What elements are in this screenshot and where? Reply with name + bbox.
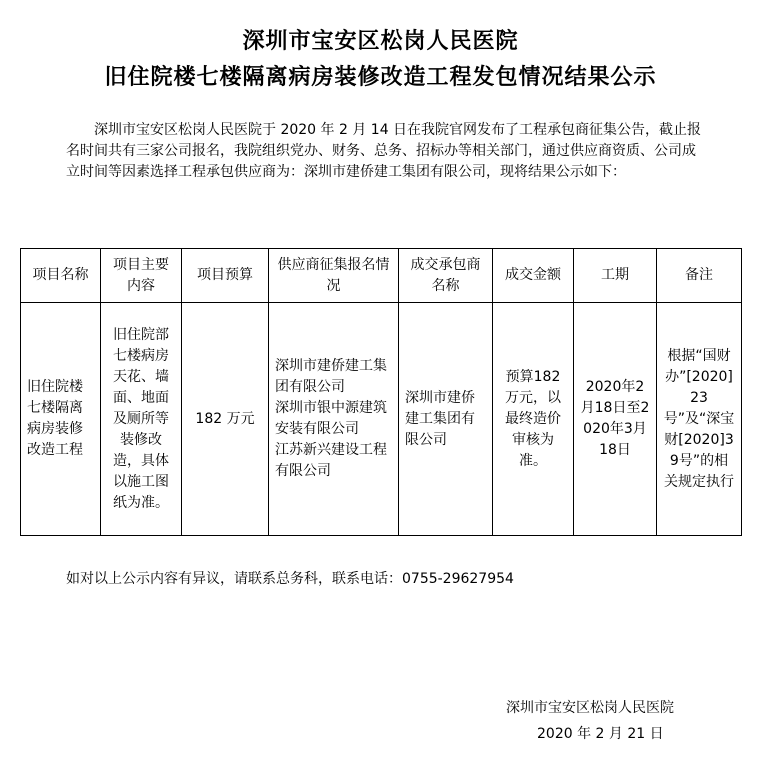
table-header-row bbox=[21, 249, 742, 303]
signature-organization: 深圳市宝安区松岗人民医院 bbox=[506, 700, 674, 716]
bidder-name: 深圳市银中源建筑安装有限公司 bbox=[275, 400, 387, 437]
header-remark: 备注 bbox=[657, 249, 742, 303]
cell-budget: 182 万元 bbox=[182, 303, 269, 536]
cell-project-name: 旧住院楼七楼隔离病房装修改造工程 bbox=[21, 303, 101, 536]
table-row bbox=[21, 303, 742, 536]
header-winner: 成交承包商名称 bbox=[399, 249, 493, 303]
cell-winner: 深圳市建侨建工集团有限公司 bbox=[399, 303, 493, 536]
cell-remark: 根据“国财办”[2020]23号”及“深宝财[2020]39号”的相关规定执行 bbox=[657, 303, 742, 536]
document-subtitle: 旧住院楼七楼隔离病房装修改造工程发包情况结果公示 bbox=[104, 65, 657, 90]
bidder-name: 江苏新兴建设工程有限公司 bbox=[275, 442, 387, 479]
document-title: 深圳市宝安区松岗人民医院 bbox=[242, 29, 519, 54]
header-amount: 成交金额 bbox=[493, 249, 574, 303]
header-period: 工期 bbox=[574, 249, 657, 303]
cell-period: 2020年2月18日至2020年3月18日 bbox=[574, 303, 657, 536]
intro-paragraph: 深圳市宝安区松岗人民医院于 2020 年 2 月 14 日在我院官网发布了工程承包商征集公告，截止报名时间共有三家公司报名，我院组织党办、财务、总务、招标办等相关部门，通过供应商资质、公司成立时间等因素选择工程承包供应商为：深圳市建侨建工集团有限公司，现将结果公示如下： bbox=[66, 122, 702, 180]
contact-line: 如对以上公示内容有异议，请联系总务科，联系电话：0755-29627954 bbox=[66, 571, 514, 587]
bidder-name: 深圳市建侨建工集团有限公司 bbox=[275, 358, 387, 395]
cell-project-content: 旧住院部七楼病房天花、墙面、地面及厕所等装修改造，具体以施工图纸为准。 bbox=[101, 303, 182, 536]
cell-amount: 预算182万元，以最终造价审核为准。 bbox=[493, 303, 574, 536]
header-bidders: 供应商征集报名情况 bbox=[269, 249, 399, 303]
header-project-content: 项目主要内容 bbox=[101, 249, 182, 303]
header-project-name: 项目名称 bbox=[21, 249, 101, 303]
signature-date: 2020 年 2 月 21 日 bbox=[537, 726, 664, 742]
cell-bidders bbox=[269, 303, 399, 536]
header-budget: 项目预算 bbox=[182, 249, 269, 303]
results-table bbox=[20, 248, 742, 536]
